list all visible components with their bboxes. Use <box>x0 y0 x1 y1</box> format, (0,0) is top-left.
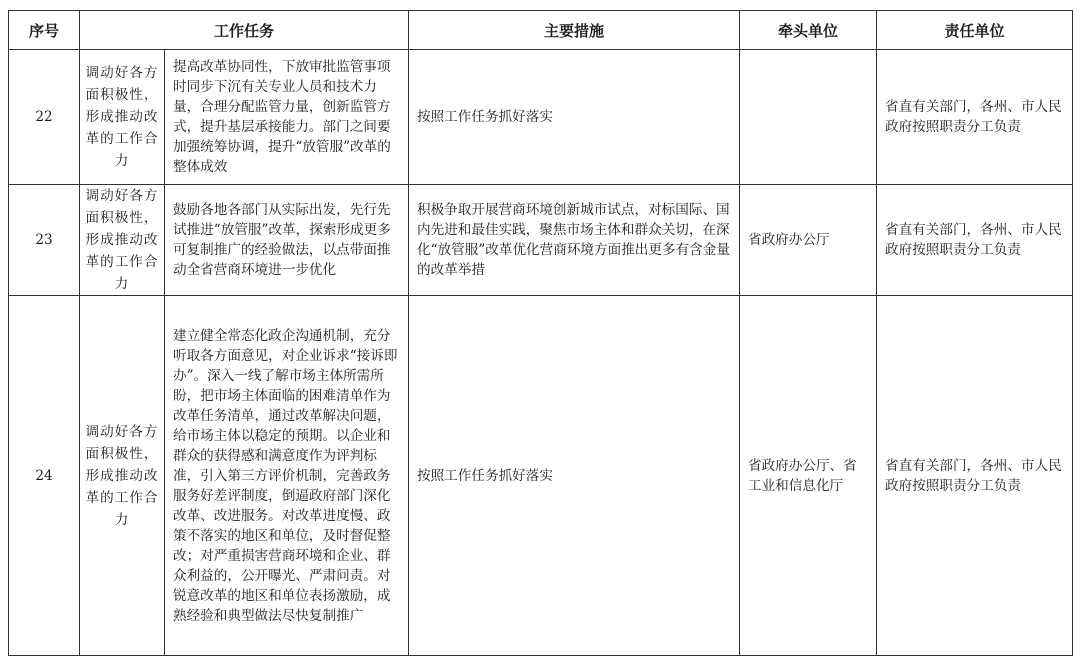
task-table <box>8 10 1073 656</box>
table-row <box>9 296 1073 656</box>
row-responsible: 省直有关部门，各州、市人民政府按照职责分工负责 <box>877 296 1073 656</box>
row-lead <box>740 50 877 185</box>
row-category: 调动好各方面积极性，形成推动改革的工作合力 <box>80 50 165 185</box>
header-responsible: 责任单位 <box>877 11 1073 50</box>
row-measure: 按照工作任务抓好落实 <box>409 50 740 185</box>
row-measure: 按照工作任务抓好落实 <box>409 296 740 656</box>
row-number: 22 <box>9 50 80 185</box>
row-measure: 积极争取开展营商环境创新城市试点，对标国际、国内先进和最佳实践，聚焦市场主体和群众关切，在深化“放管服”改革优化营商环境方面推出更多有含金量的改革举措 <box>409 185 740 296</box>
table-row <box>9 185 1073 296</box>
row-task: 建立健全常态化政企沟通机制，充分听取各方面意见，对企业诉求“接诉即办”。深入一线了解市场主体所需所盼，把市场主体面临的困难清单作为改革任务清单，通过改革解决问题，给市场主体以稳定的预期。以企业和群众的获得感和满意度作为评判标准，引入第三方评价机制，完善政务服务好差评制度，倒逼政府部门深化改革、改进服务。对改革进度慢、政策不落实的地区和单位，及时督促整改；对严重损害营商环境和企业、群众利益的，公开曝光、严肃问责。对锐意改革的地区和单位表扬激励，成熟经验和典型做法尽快复制推广 <box>165 296 409 656</box>
row-lead: 省政府办公厅 <box>740 185 877 296</box>
row-responsible: 省直有关部门，各州、市人民政府按照职责分工负责 <box>877 185 1073 296</box>
header-lead: 牵头单位 <box>740 11 877 50</box>
header-task: 工作任务 <box>80 11 409 50</box>
row-task: 鼓励各地各部门从实际出发，先行先试推进“放管服”改革，探索形成更多可复制推广的经验做法，以点带面推动全省营商环境进一步优化 <box>165 185 409 296</box>
header-measure: 主要措施 <box>409 11 740 50</box>
header-row <box>9 11 1073 50</box>
row-lead: 省政府办公厅、省工业和信息化厅 <box>740 296 877 656</box>
row-category: 调动好各方面积极性，形成推动改革的工作合力 <box>80 296 165 656</box>
table-row <box>9 50 1073 185</box>
row-number: 23 <box>9 185 80 296</box>
row-task: 提高改革协同性，下放审批监管事项时同步下沉有关专业人员和技术力量，合理分配监管力量，创新监管方式，提升基层承接能力。部门之间要加强统筹协调，提升“放管服”改革的整体成效 <box>165 50 409 185</box>
row-responsible: 省直有关部门，各州、市人民政府按照职责分工负责 <box>877 50 1073 185</box>
row-number: 24 <box>9 296 80 656</box>
header-no: 序号 <box>9 11 80 50</box>
row-category: 调动好各方面积极性，形成推动改革的工作合力 <box>80 185 165 296</box>
